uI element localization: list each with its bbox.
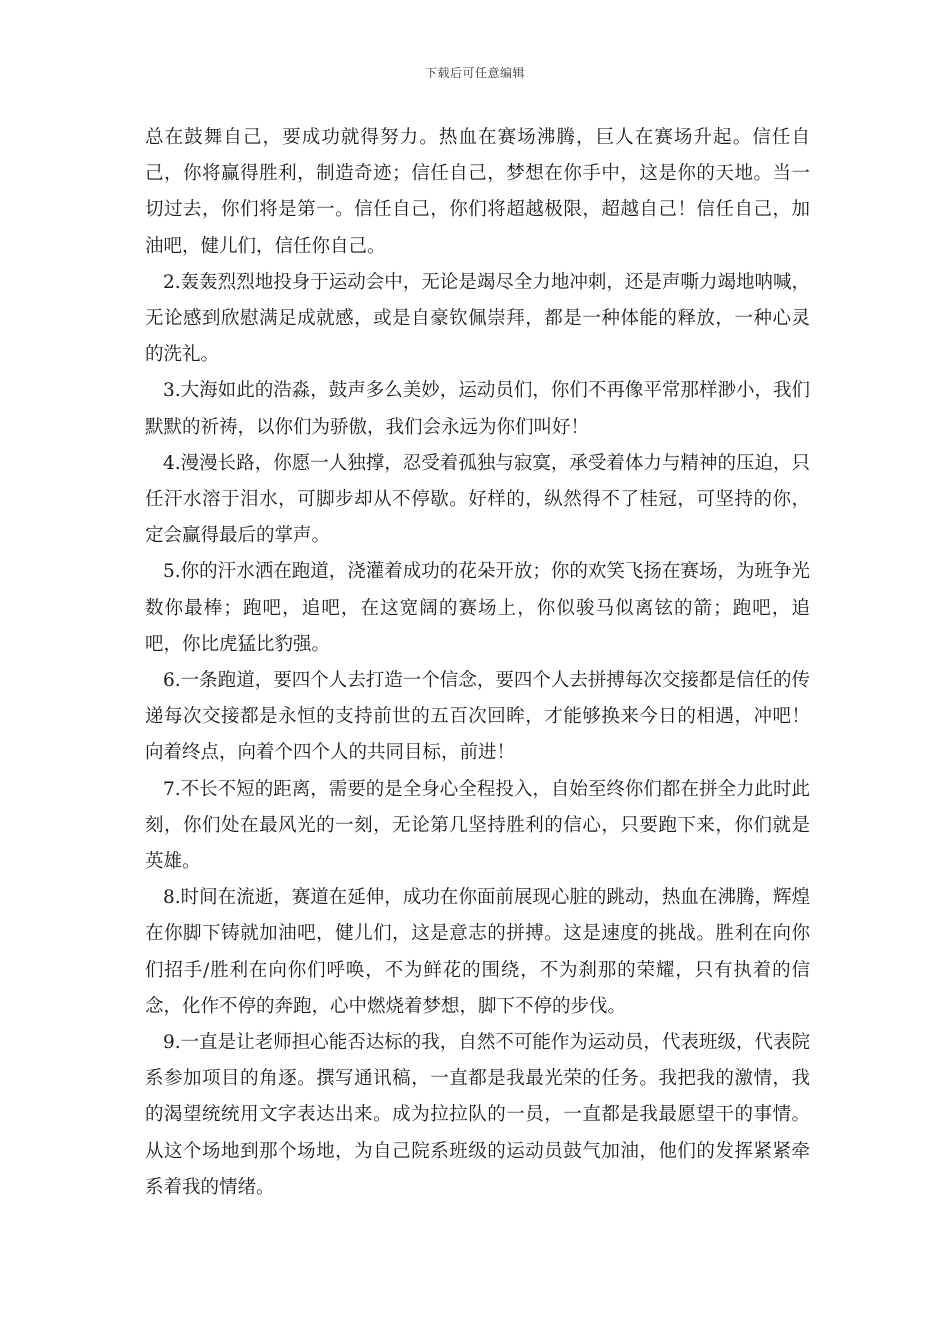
paragraph-5: 5.你的汗水洒在跑道，浇灌着成功的花朵开放；你的欢笑飞扬在赛场，为班争光数你最棒；跑吧，追吧，在这宽阔的赛场上，你似骏马似离铉的箭；跑吧，追吧，你比虎猛比豹强。 — [145, 561, 810, 655]
paragraph-8: 8.时间在流逝，赛道在延伸，成功在你面前展现心脏的跳动，热血在沸腾，辉煌在你脚下铸就加油吧，健儿们，这是意志的拼搏。这是速度的挑战。胜利在向你们招手/胜利在向你们呼唤，不为鲜花的围绕，不为刹那的荣耀，只有执着的信念，化作不停的奔跑，心中燃烧着梦想，脚下不停的步伐。 — [145, 887, 810, 1017]
paragraph-7: 7.不长不短的距离，需要的是全身心全程投入，自始至终你们都在拼全力此时此刻，你们处在最风光的一刻，无论第几坚持胜利的信心，只要跑下来，你们就是英雄。 — [145, 778, 810, 873]
paragraph-9: 9.一直是让老师担心能否达标的我，自然不可能作为运动员，代表班级，代表院系参加项目的角逐。撰写通讯稿，一直都是我最光荣的任务。我把我的激情，我的渴望统统用文字表达出来。成为拉拉队的一员，一直都是我最愿望干的事情。从这个场地到那个场地，为自己院系班级的运动员鼓气加油，他们的发挥紧紧牵系着我的情绪。 — [145, 1032, 810, 1198]
paragraph-2: 2.轰轰烈烈地投身于运动会中，无论是竭尽全力地冲刺，还是声嘶力竭地呐喊，无论感到欣慰满足成就感，或是自豪钦佩崇拜，都是一种体能的释放，一种心灵的洗礼。 — [145, 271, 810, 366]
paragraph-3: 3.大海如此的浩淼，鼓声多么美妙，运动员们，你们不再像平常那样渺小，我们默默的祈祷，以你们为骄傲，我们会永远为你们叫好！ — [145, 380, 810, 438]
document-body — [145, 120, 810, 1206]
page-header: 下载后可任意编辑 — [424, 66, 525, 80]
paragraph-4: 4.漫漫长路，你愿一人独撑，忍受着孤独与寂寞，承受着体力与精神的压迫，只任汗水溶于泪水，可脚步却从不停歇。好样的，纵然得不了桂冠，可坚持的你，定会赢得最后的掌声。 — [145, 452, 810, 547]
paragraph-6: 6.一条跑道，要四个人去打造一个信念，要四个人去拼搏每次交接都是信任的传递每次交接都是永恒的支持前世的五百次回眸，才能够换来今日的相遇，冲吧！向着终点，向着个四个人的共同目标，前进！ — [145, 670, 810, 764]
paragraph-1: 总在鼓舞自己，要成功就得努力。热血在赛场沸腾，巨人在赛场升起。信任自己，你将赢得胜利，制造奇迹；信任自己，梦想在你手中，这是你的天地。当一切过去，你们将是第一。信任自己，你们将超越极限，超越自己！信任自己，加油吧，健儿们，信任你自己。 — [145, 127, 810, 257]
